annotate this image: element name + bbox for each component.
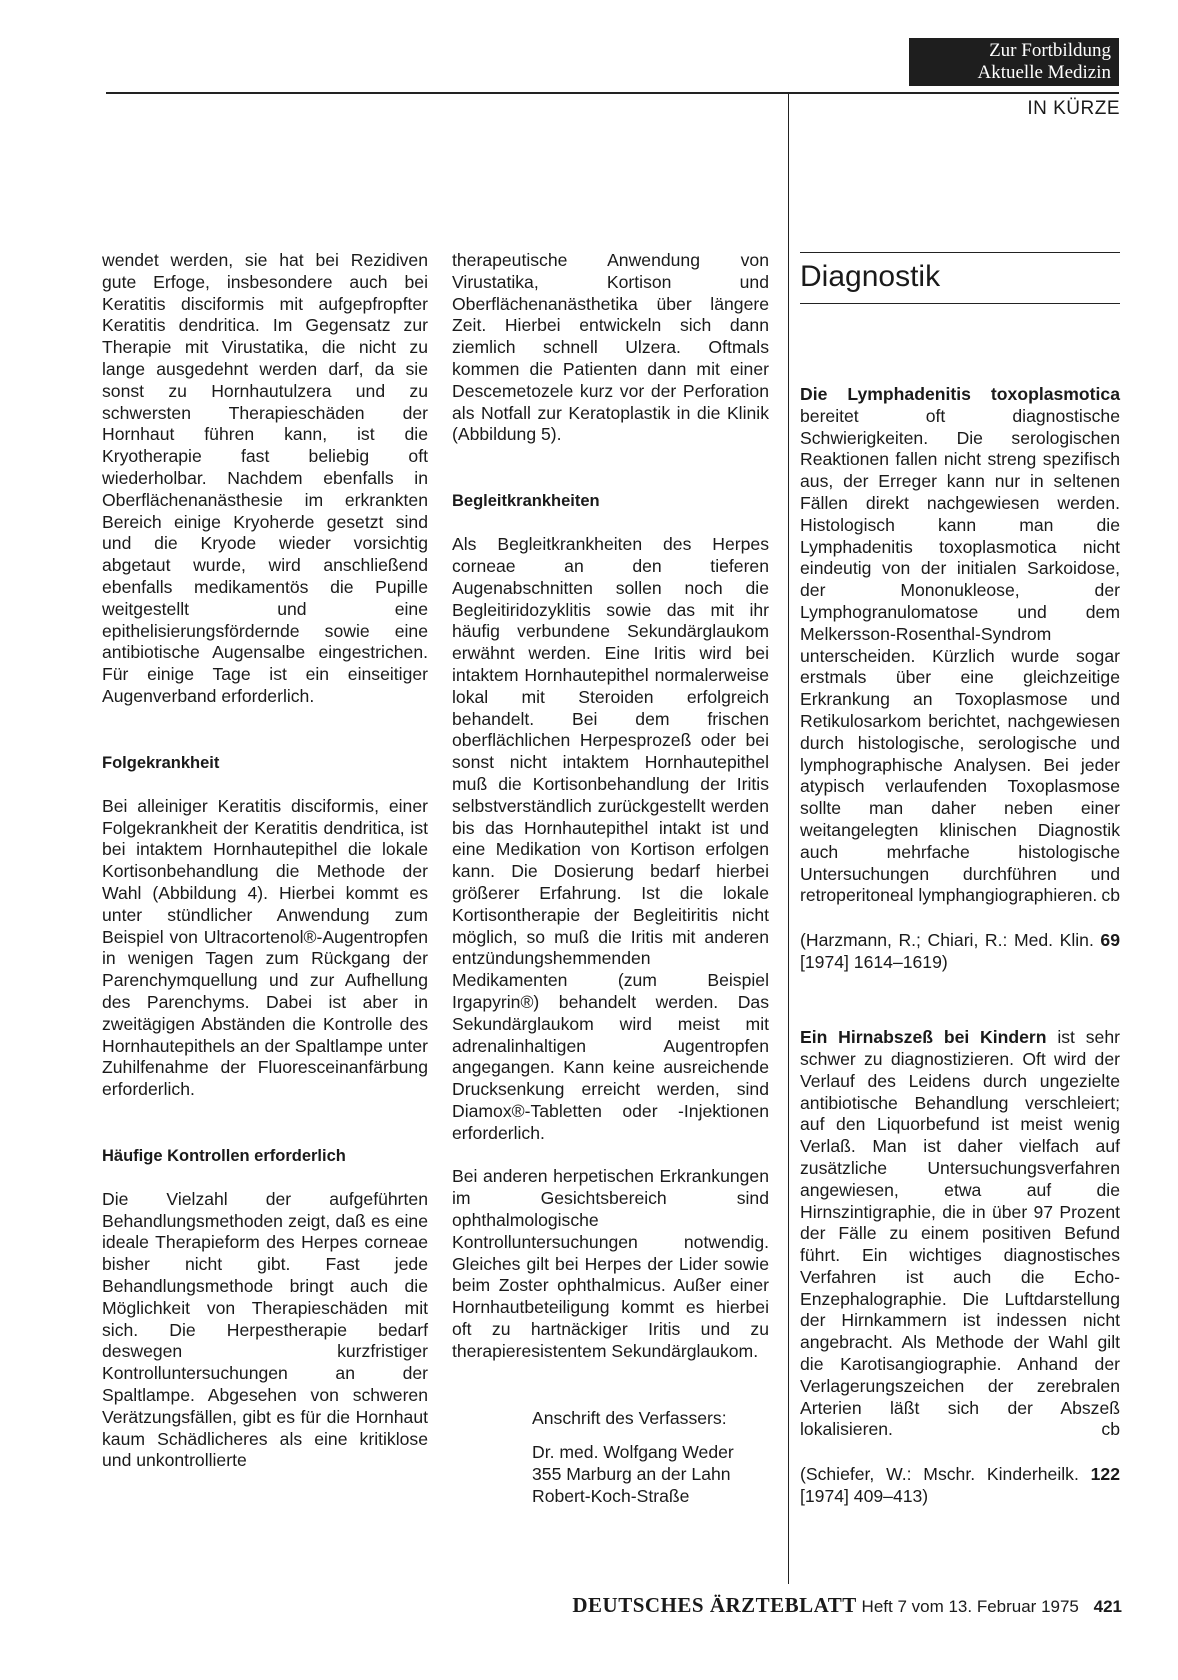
page-footer: [482, 1593, 1122, 1618]
badge-line-2: Aktuelle Medizin: [977, 62, 1111, 83]
citation-pages: [1974] 409–413): [800, 1486, 929, 1507]
address-city: 355 Marburg an der Lahn: [532, 1463, 731, 1484]
citation-text: (Harzmann, R.; Chiari, R.: Med. Klin.: [800, 930, 1101, 951]
paragraph: Bei anderen herpetischen Erkrankungen im Gesichtsbereich sind ophthalmologische Kontrolluntersuchungen notwendig. Gleiches gilt bei Herpes der Lider sowie beim Zoster ophthalmicus. Außer einer Hornhautbeteiligung kommt es hierbei oft zu hartnäckiger Iritis und zu therapieresistentem Sekundärglaukom.: [452, 1166, 769, 1361]
paragraph: Die Vielzahl der aufgeführten Behandlungsmethoden zeigt, daß es eine ideale Therapieform des Herpes corneae bisher nicht gibt. Fast jede Behandlungsmethode bringt auch die Möglichkeit von Therapieschäden mit sich. Die Herpestherapie bedarf deswegen kurzfristiger Kontrolluntersuchungen an der Spaltlampe. Abgesehen von schweren Verätzungsfällen, gibt es für die Hornhaut kaum Schädlicheres als eine kritiklose und unkontrollierte: [102, 1188, 428, 1471]
author-initials: cb: [1101, 885, 1120, 906]
article-lead: Die Lymphadenitis toxoplasmotica: [800, 384, 1120, 404]
article-lymphadenitis: [800, 384, 1120, 907]
subheading-folgekrankheit: Folgekrankheit: [102, 753, 220, 772]
article-body: bereitet oft diagnostische Schwierigkeiten. Die serologischen Reaktionen fallen nicht streng spezifisch aus, der Erreger kann nur in seltenen Fällen direkt nachgewiesen werden. Histologisch kann man die Lymphadenitis toxoplasmotica nicht eindeutig von der initialen Sarkoidose, der Mononukleose, der Lymphogranulomatose und dem Melkersson-Rosenthal-Syndrom unterscheiden. Kürzlich wurde sogar erstmals über eine gleichzeitige Erkrankung an Toxoplasmose und Retikulosarkom berichtet, nachgewiesen durch histologische, serologische und lymphographische Analysen. Bei jeder atypisch verlaufenden Toxoplasmose sollte man daher neben einer weitangelegten klinischen Diagnostik auch mehrfache histologische Untersuchungen durchführen und retroperitoneal lymphangiographieren.: [800, 405, 1120, 906]
citation: [800, 929, 1120, 973]
page-number: 421: [1093, 1597, 1122, 1616]
issue-info: Heft 7 vom 13. Februar 1975: [861, 1597, 1079, 1616]
column-3: [800, 384, 1120, 1507]
article-body: ist sehr schwer zu diagnostizieren. Oft wird der Verlauf des Leidens durch ungezielte antibiotische Behandlung verschleiert; auf den Liquorbefund ist meist wenig Verlaß. Man ist daher vielfach auf zusätzliche Untersuchungsverfahren angewiesen, etwa auf die Hirnszintigraphie, die in über 97 Prozent der Fälle zu einem positiven Befund führt. Ein wichtiges diagnostisches Verfahren ist auch die Echo-Enzephalographie. Die Luftdarstellung der Hirnkammern ist indessen nicht angebracht. Als Methode der Wahl gilt die Karotisangiographie. Anhand der Verlagerungszeichen der zerebralen Arterien läßt sich der Abszeß lokalisieren.: [800, 1027, 1120, 1440]
journal-name: DEUTSCHES ÄRZTEBLATT: [572, 1593, 857, 1617]
citation-pages: [1974] 1614–1619): [800, 952, 948, 973]
address-name: Dr. med. Wolfgang Weder: [532, 1441, 734, 1462]
citation: [800, 1463, 1120, 1507]
citation-text: (Schiefer, W.: Mschr. Kinderheilk.: [800, 1464, 1091, 1485]
author-address: [452, 1407, 769, 1507]
paragraph: therapeutische Anwendung von Virustatika, Kortison und Oberflächenanästhetika über längere Zeit. Hierbei entwickeln sich dann ziemlich schnell Ulzera. Oftmals kommen die Patienten dann mit einer Descemetozele kurz vor der Perforation als Notfall zur Keratoplastik in die Klinik (Abbildung 5).: [452, 250, 769, 445]
address-label: Anschrift des Verfassers:: [532, 1407, 727, 1428]
article-hirnabszess: [800, 1027, 1120, 1441]
subheading-begleitkrankheiten: Begleitkrankheiten: [452, 492, 600, 511]
section-badge: [909, 38, 1119, 86]
subheading-kontrollen: Häufige Kontrollen erforderlich: [102, 1146, 346, 1165]
column-1: [102, 250, 428, 1472]
kicker-label: IN KÜRZE: [1027, 98, 1120, 119]
column-divider: [788, 92, 789, 1584]
section-title: Diagnostik: [800, 252, 1120, 304]
author-initials: cb: [1101, 1419, 1120, 1440]
paragraph: Als Begleitkrankheiten des Herpes corneae an den tieferen Augenabschnitten sollen noch die Begleitiridozyklitis sowie das mit ihr häufig verbundene Sekundärglaukom erwähnt werden. Eine Iritis wird bei intaktem Hornhautepithel normalerweise lokal mit Steroiden erfolgreich behandelt. Bei dem frischen oberflächlichen Herpesprozeß oder bei sonst nicht intaktem Hornhautepithel muß die Kortisonbehandlung der Iritis selbstverständlich zurückgestellt werden bis das Hornhautepithel intakt ist und eine Medikation von Kortison erfolgen kann. Die Dosierung bedarf hierbei größerer Erfahrung. Ist die lokale Kortisontherapie der Begleitiritis nicht möglich, so muß die Iritis mit anderen entzündungshemmenden Medikamenten (zum Beispiel Irgapyrin®) behandelt werden. Das Sekundärglaukom wird meist mit adrenalinhaltigen Augentropfen angegangen. Kann keine ausreichende Drucksenkung erreicht werden, sind Diamox®-Tabletten oder -Injektionen erforderlich.: [452, 534, 769, 1143]
citation-volume: 69: [1100, 930, 1120, 951]
header-rule: [106, 92, 1119, 94]
badge-line-1: Zur Fortbildung: [989, 40, 1111, 61]
article-lead: Ein Hirnabszeß bei Kindern: [800, 1027, 1047, 1048]
paragraph: wendet werden, sie hat bei Rezidiven gute Erfoge, insbesondere auch bei Keratitis disciformis mit aufgepfropfter Keratitis dendritica. Im Gegensatz zur Therapie mit Virustatika, die nicht zu lange ausgedehnt werden darf, da sie sonst zu Hornhautulzera und zu schwersten Therapieschäden der Hornhaut führen kann, ist die Kryotherapie fast beliebig oft wiederholbar. Nachdem ebenfalls in Oberflächenanästhesie im erkrankten Bereich einige Kryoherde gesetzt sind und die Kryode wieder vorsichtig abgetaut wurde, wird anschließend ebenfalls medikamentös die Pupille weitgestellt und eine epithelisierungsfördernde sowie eine antibiotische Augensalbe eingestrichen. Für einige Tage ist ein einseitiger Augenverband erforderlich.: [102, 250, 428, 706]
citation-volume: 122: [1090, 1464, 1120, 1485]
column-2: [452, 250, 769, 1507]
address-street: Robert-Koch-Straße: [532, 1485, 690, 1506]
paragraph: Bei alleiniger Keratitis disciformis, einer Folgekrankheit der Keratitis dendritica, ist bei intaktem Hornhautepithel die lokale Kortisonbehandlung die Methode der Wahl (Abbildung 4). Hierbei kommt es unter stündlicher Anwendung zum Beispiel von Ultracortenol®-Augentropfen in wenigen Tagen zum Rückgang der Parenchymquellung und zur Aufhellung des Parenchyms. Dabei ist aber in zweitägigen Abständen die Kontrolle des Hornhautepithels an der Spaltlampe unter Zuhilfenahme der Fluoresceinanfärbung erforderlich.: [102, 795, 428, 1100]
